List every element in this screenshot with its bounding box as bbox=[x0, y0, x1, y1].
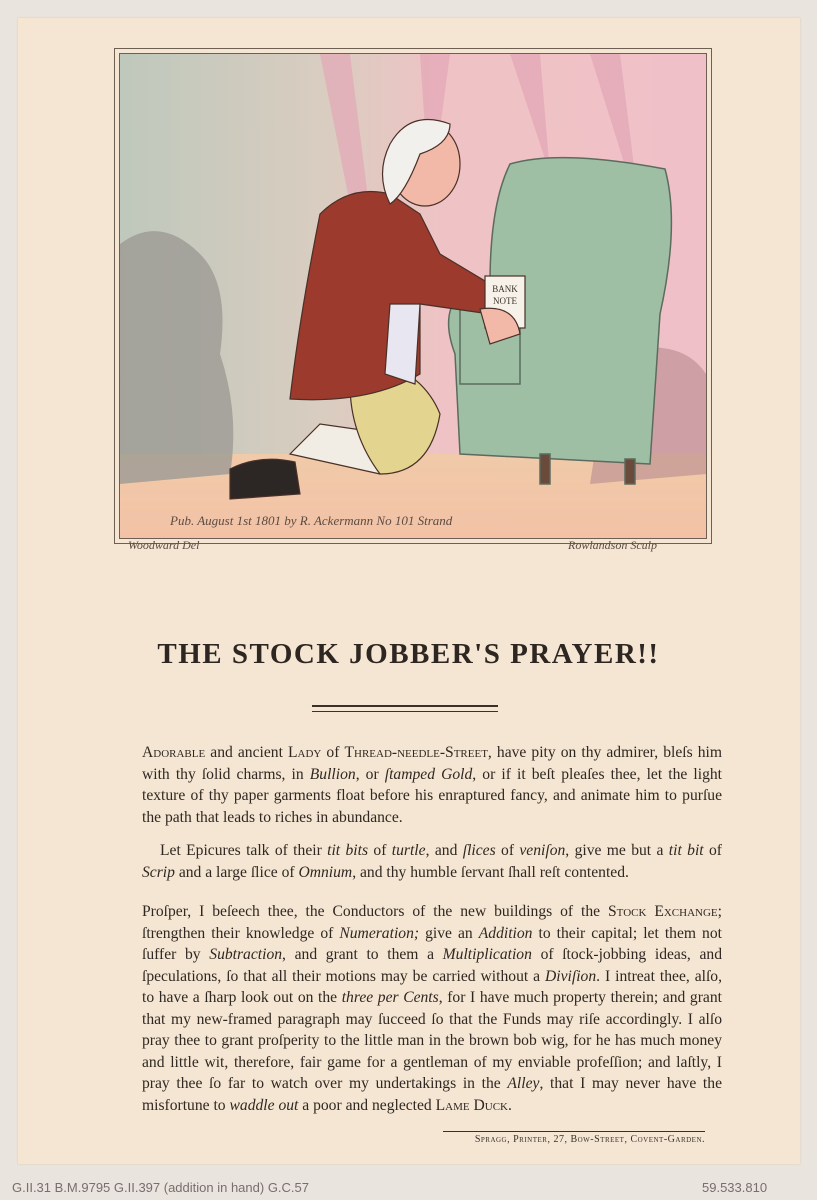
margin-note-right: 59.533.810 bbox=[702, 1180, 768, 1195]
engraver-credit: Rowlandson Sculp bbox=[568, 538, 657, 552]
italic-text: three per Cents bbox=[341, 989, 439, 1006]
small-caps-text: Adorable bbox=[142, 744, 206, 761]
italic-text: Omnium bbox=[298, 863, 353, 881]
book-label-line2: NOTE bbox=[493, 296, 517, 306]
italic-text: tit bit bbox=[668, 842, 704, 859]
italic-text: tit bits bbox=[327, 842, 369, 859]
italic-text: Alley bbox=[507, 1075, 540, 1092]
designer-credit: Woodward Del bbox=[128, 538, 200, 552]
text-run: , for I have much property therein; and grant that my new-framed paragraph may ſucceed ſo that the Funds may riſe accordingly. I alſo pray thee to grant proſperity to the little man in the brown bob wig, for he has much money and little wit, therefore, fair game for a gentleman of my enviable profeſſion; and laſtly, I pray thee ſo far to watch over my undertakings in the bbox=[142, 989, 722, 1092]
text-run: of bbox=[368, 842, 392, 859]
text-run: , and thy humble ſervant ſhall reſt contented. bbox=[352, 863, 629, 881]
italic-text: Scrip bbox=[142, 863, 175, 881]
italic-text: ſtamped Gold bbox=[384, 765, 473, 783]
italic-text: ſlices bbox=[462, 842, 496, 859]
italic-text: veniſon bbox=[519, 842, 566, 859]
italic-text: Multiplication bbox=[442, 946, 532, 963]
text-run: . I intreat thee, alſo, to have a ſharp look out on the bbox=[142, 967, 722, 1006]
italic-text: Subtraction bbox=[209, 946, 283, 963]
text-run: Let Epicures talk of their bbox=[160, 842, 328, 859]
text-run: of bbox=[321, 744, 345, 761]
italic-text: turtle bbox=[391, 842, 426, 859]
paragraph-3 bbox=[142, 901, 722, 1116]
text-run: . bbox=[508, 1096, 512, 1114]
text-run: ; ſtrengthen their knowledge of bbox=[142, 903, 722, 942]
text-run: and a large ſlice of bbox=[174, 863, 299, 881]
text-run: and ancient bbox=[205, 744, 288, 761]
text-run: , give me but a bbox=[565, 842, 669, 859]
text-run: a poor and neglected bbox=[298, 1096, 436, 1114]
stock-jobber-illustration bbox=[120, 54, 706, 538]
margin-note-left: G.II.31 B.M.9795 G.II.397 (addition in hand) G.C.57 bbox=[12, 1180, 310, 1195]
publication-line: Pub. August 1st 1801 by R. Ackermann No 101 Strand bbox=[170, 513, 453, 528]
text-run: of bbox=[703, 842, 723, 859]
title-rule bbox=[312, 705, 498, 712]
italic-text: Addition bbox=[478, 924, 533, 942]
page-title: THE STOCK JOBBER'S PRAYER!! bbox=[157, 638, 660, 670]
paragraph-2 bbox=[142, 840, 722, 883]
text-run: of bbox=[495, 842, 520, 859]
italic-text: Numeration; bbox=[339, 924, 420, 942]
paragraph-1 bbox=[142, 742, 722, 828]
italic-text: waddle out bbox=[229, 1096, 299, 1114]
text-run: of ſtock-jobbing ideas, and ſpeculations, ſo that all their motions may be carried without a bbox=[142, 946, 722, 985]
italic-text: Bullion bbox=[309, 765, 356, 783]
italic-text: Diviſion bbox=[545, 967, 597, 985]
book-label-line1: BANK bbox=[492, 284, 518, 294]
text-run: Proſper, I beſeech thee, the Conductors of the new buildings of the bbox=[142, 903, 608, 920]
text-run: give an bbox=[419, 924, 479, 942]
small-caps-text: Stock Exchange bbox=[608, 903, 718, 920]
text-run: , and grant to them a bbox=[282, 946, 443, 963]
printer-imprint: Spragg, Printer, 27, Bow-Street, Covent-Garden. bbox=[443, 1131, 705, 1145]
text-run: , that I may never have the misfortune to bbox=[142, 1075, 722, 1114]
illustration-plate bbox=[114, 48, 712, 544]
text-run: to their capital; let them not ſuffer by bbox=[142, 924, 722, 963]
text-run: , have pity on thy admirer, bleſs him with thy ſolid charms, in bbox=[142, 744, 722, 783]
text-run: , and bbox=[425, 842, 463, 859]
text-run: , or bbox=[355, 765, 385, 783]
small-caps-text: Lame Duck bbox=[435, 1096, 508, 1114]
text-run: , or if it beſt pleaſes thee, let the light texture of thy paper garments float before his enraptured fancy, and animate him to purſue the path that leads to riches in abundance. bbox=[142, 765, 722, 826]
small-caps-text: Lady bbox=[287, 744, 322, 761]
small-caps-text: Thread-needle-Street bbox=[344, 744, 488, 761]
